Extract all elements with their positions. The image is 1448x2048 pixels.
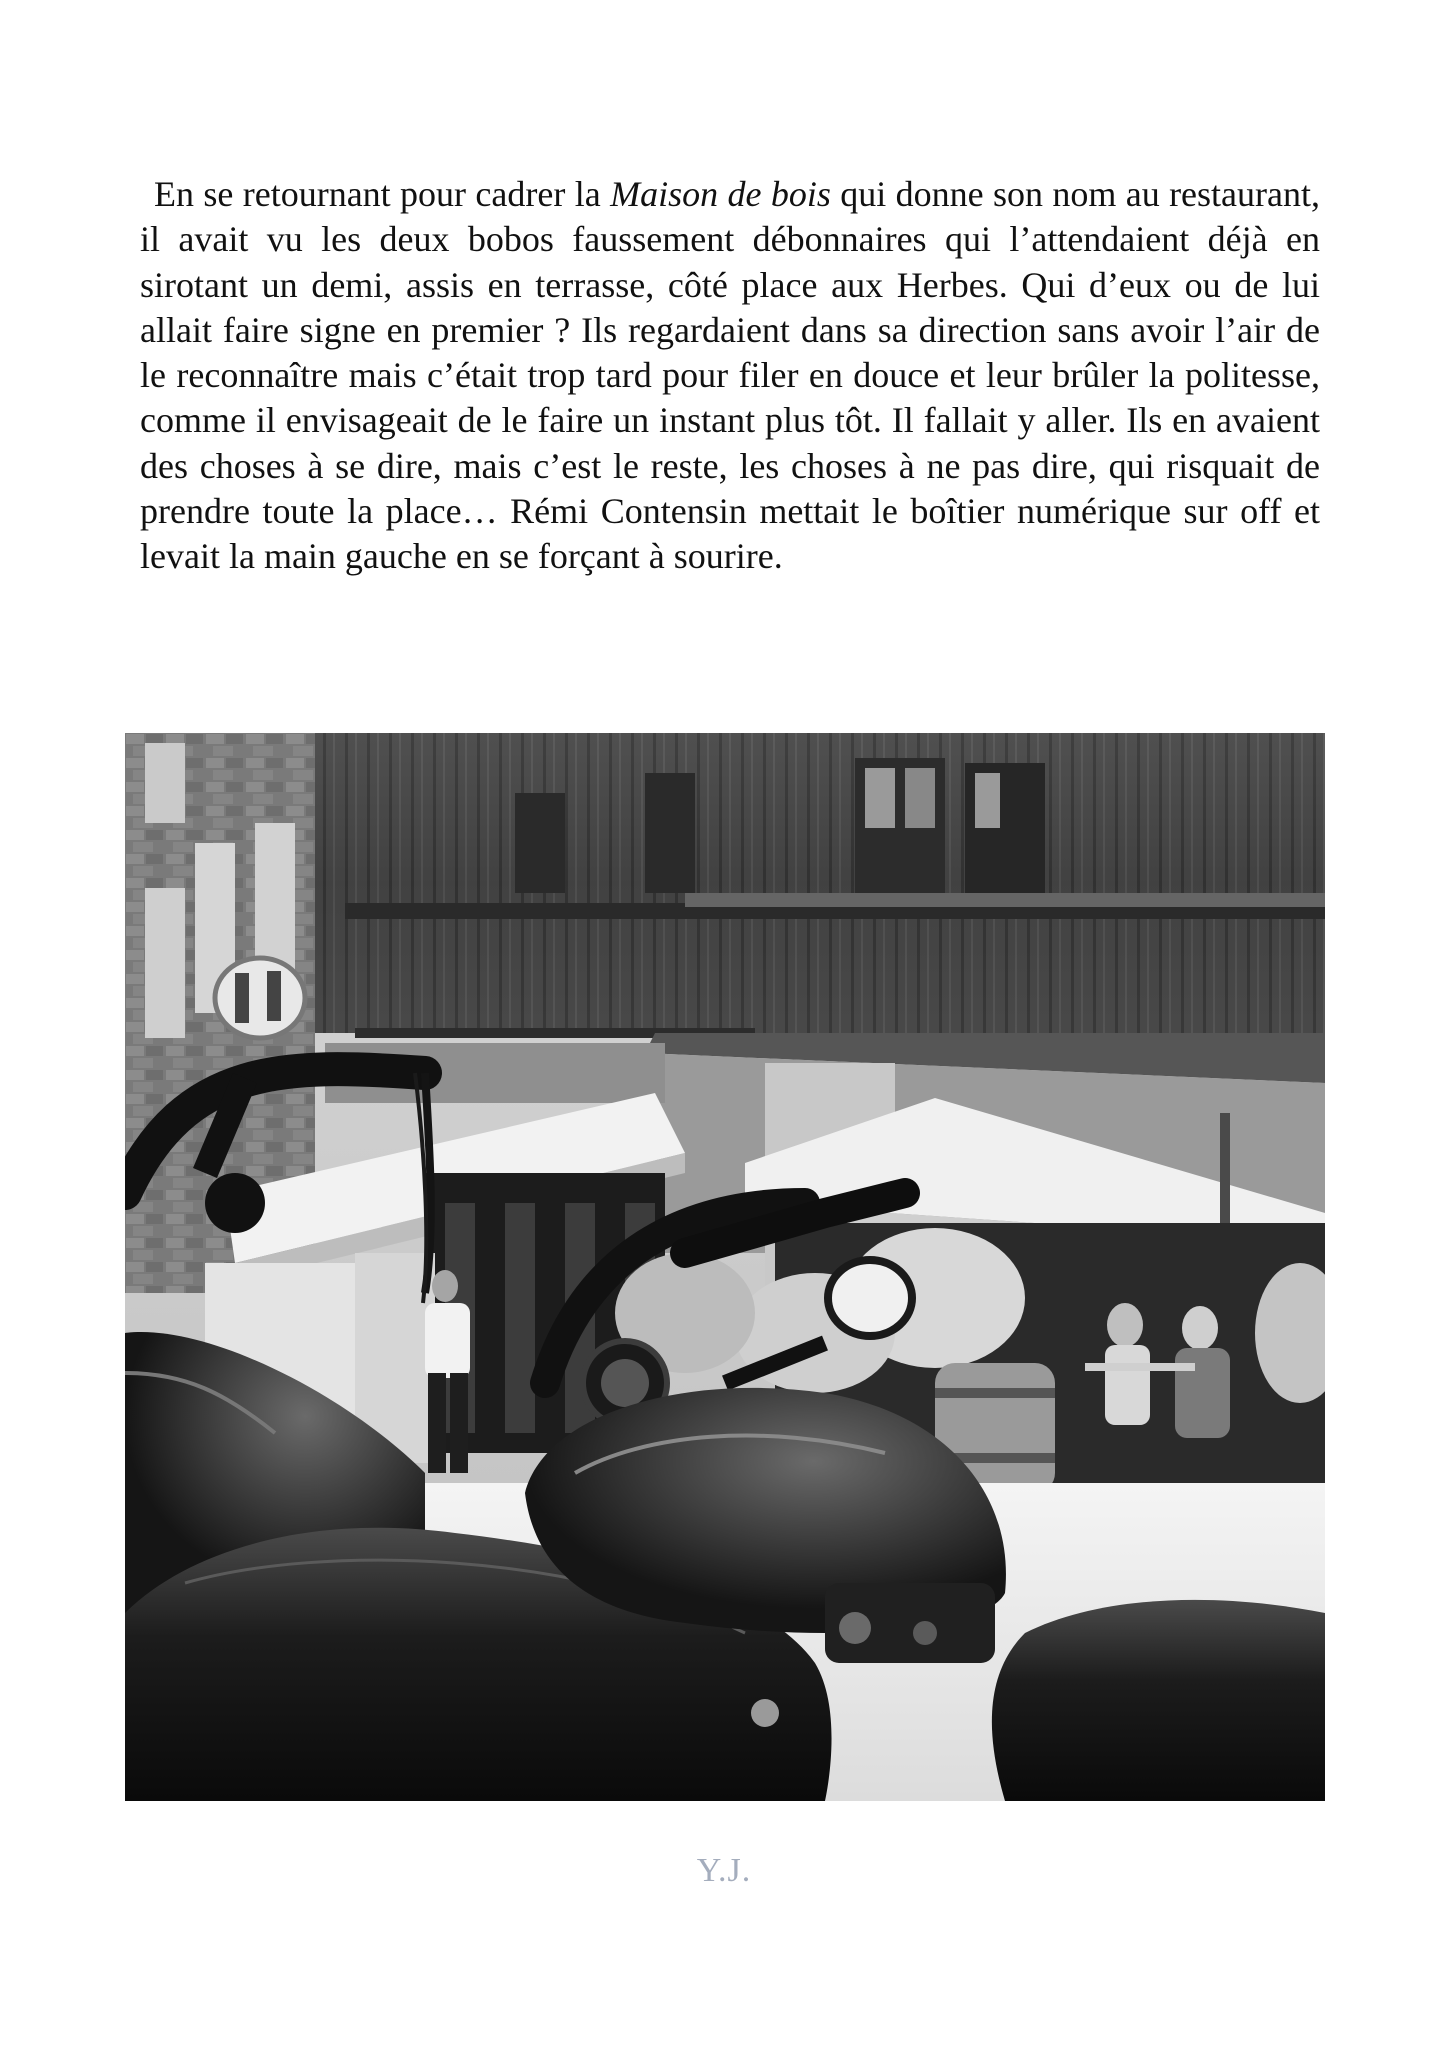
paragraph-text-rest: qui donne son nom au restaurant, il avait vu les deux bobos faussement débonnaires qui l’attendaient déjà en sirotant un demi, assis en terrasse, côté place aux Herbes. Qui d’eux ou de lui allait faire signe en premier ? Ils regardaient dans sa direction sans avoir l’air de le reconnaître mais c’était trop tard pour filer en douce et leur brûler la politesse, comme il envisageait de le faire un instant plus tôt. Il fallait y aller. Ils en avaient des choses à se dire, mais c’est le reste, les choses à ne pas dire, qui risquait de prendre toute la place… Rémi Contensin mettait le boîtier numérique sur off et levait la main gauche en se forçant à sourire. [140, 174, 1320, 577]
author-signature: Y.J. [696, 1852, 752, 1889]
body-paragraph [140, 172, 1320, 580]
street-photograph [125, 733, 1325, 1801]
paragraph-italic-title: Maison de bois [610, 174, 831, 214]
paragraph-text-start: En se retournant pour cadrer la [154, 174, 611, 214]
